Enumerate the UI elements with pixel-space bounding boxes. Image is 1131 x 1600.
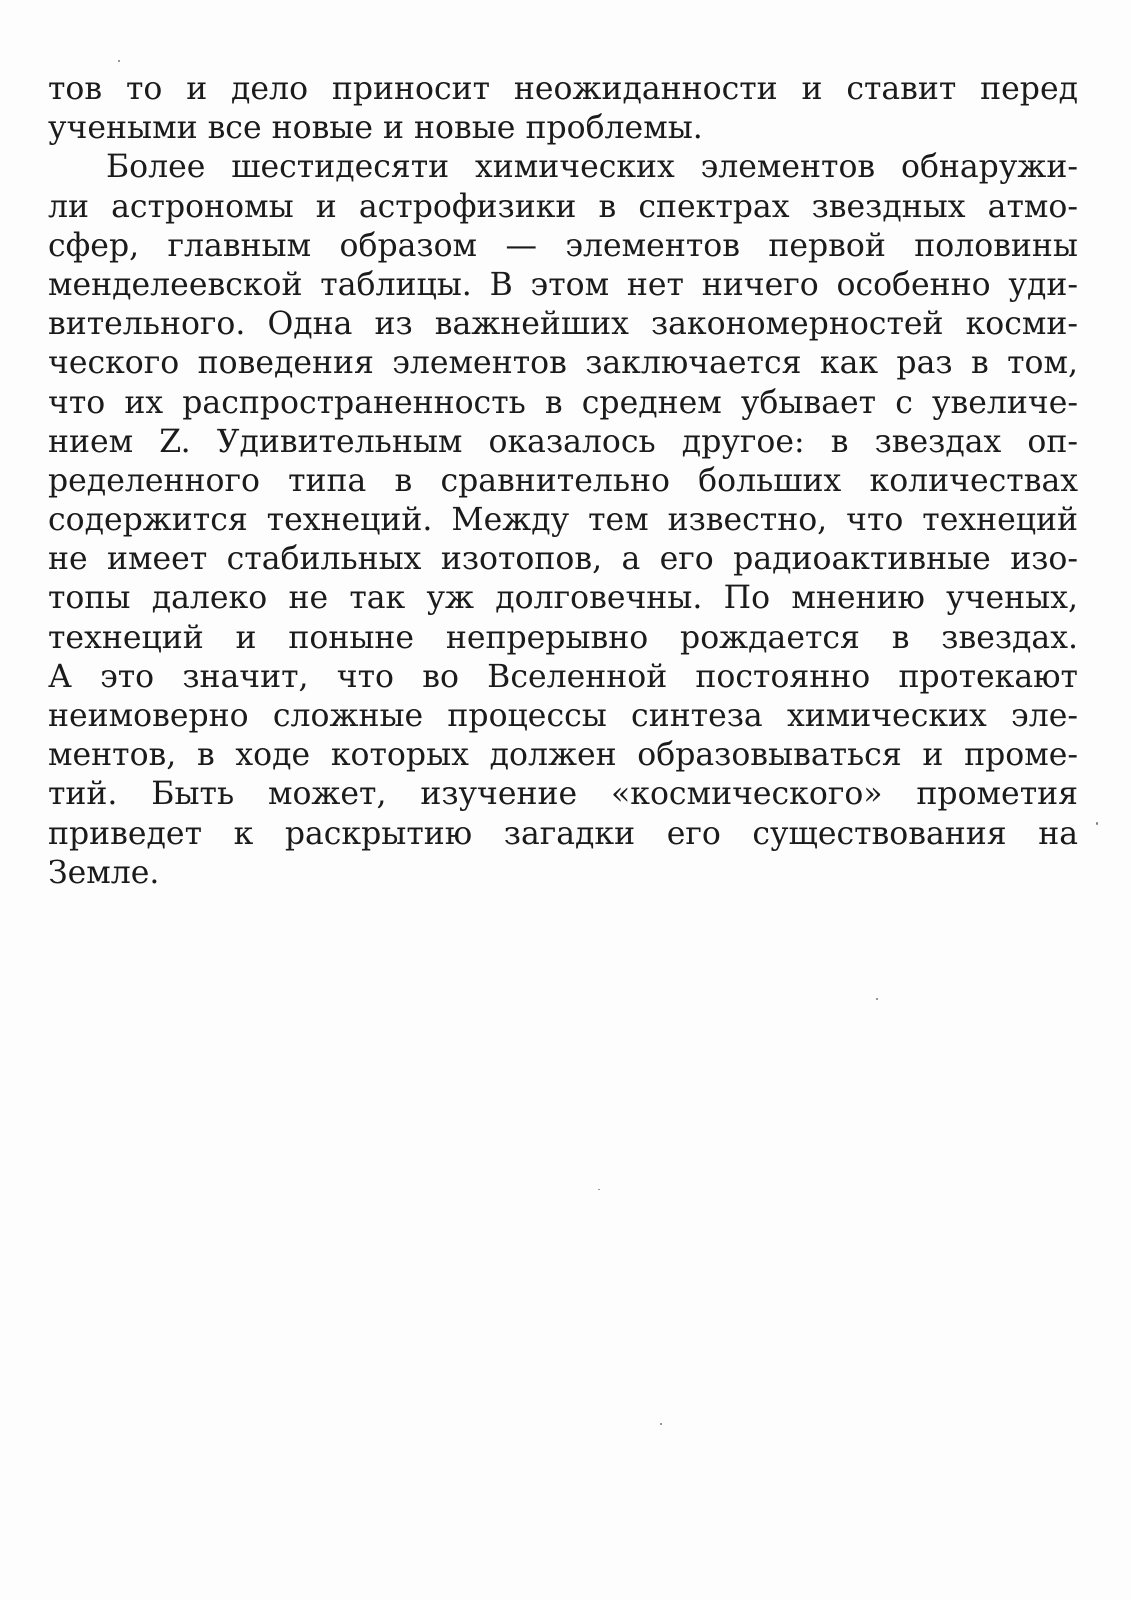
text-line: нием Z. Удивительным оказалось другое: в звездах оп- <box>48 423 1078 460</box>
text-line: что их распространенность в среднем убывает с увеличе- <box>48 384 1078 421</box>
text-line: ментов, в ходе которых должен образовываться и проме- <box>48 737 1078 774</box>
scan-speck <box>660 1423 662 1425</box>
text-line: Земле. <box>48 854 160 891</box>
text-line: тий. Быть может, изучение «космического» прометия <box>48 776 1078 813</box>
text-line: ческого поведения элементов заключается как раз в том, <box>48 345 1078 382</box>
text-line: не имеет стабильных изотопов, а его радиоактивные изо- <box>48 541 1078 578</box>
scan-speck <box>1096 822 1098 825</box>
scan-speck <box>876 998 878 1000</box>
text-line: тов то и дело приносит неожиданности и ставит перед <box>48 71 1078 107</box>
text-line: Более шестидесяти химических элементов обнаружи- <box>106 149 1078 186</box>
text-line: сфер, главным образом — элементов первой половины <box>48 227 1078 264</box>
text-line: учеными все новые и новые проблемы. <box>48 110 703 147</box>
text-line: технеций и поныне непрерывно рождается в звездах. <box>48 619 1078 656</box>
text-line: приведет к раскрытию загадки его существования на <box>48 815 1078 852</box>
scan-speck <box>118 60 120 62</box>
text-line: менделеевской таблицы. В этом нет ничего особенно уди- <box>48 266 1078 303</box>
scan-speck <box>598 1189 600 1190</box>
text-line: неимоверно сложные процессы синтеза химических эле- <box>48 698 1078 734</box>
text-line: топы далеко не так уж долговечны. По мнению ученых, <box>48 580 1078 617</box>
text-line: вительного. Одна из важнейших закономерностей косми- <box>48 306 1078 343</box>
text-line: содержится технеций. Между тем известно, что технеций <box>48 502 1078 539</box>
body-text <box>48 70 1078 893</box>
text-line: ределенного типа в сравнительно больших количествах <box>48 462 1078 499</box>
text-line: А это значит, что во Вселенной постоянно протекают <box>48 658 1078 695</box>
text-line: ли астрономы и астрофизики в спектрах звездных атмо- <box>48 188 1078 225</box>
